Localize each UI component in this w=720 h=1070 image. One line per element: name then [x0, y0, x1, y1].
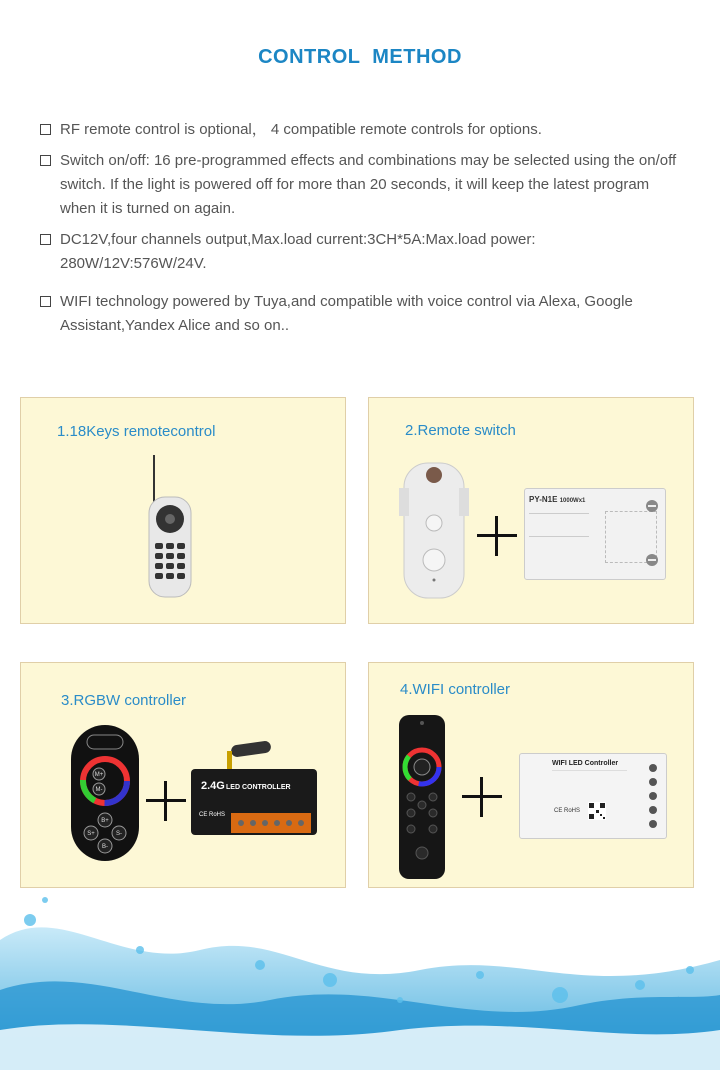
panel-label: 4.WIFI controller	[400, 681, 511, 698]
list-item	[40, 149, 680, 221]
rgbw-logo: 2.4G	[201, 780, 225, 792]
rgbw-cert: CE RoHS	[199, 812, 226, 818]
plus-icon	[462, 777, 502, 817]
bullet-text: WIFI technology powered by Tuya,and compatible with voice control via Alexa, Google Assistant,Yandex Alice and so on..	[60, 293, 633, 334]
plus-icon	[477, 516, 517, 556]
remote-key-label: S+	[87, 831, 95, 837]
checkbox-icon	[40, 234, 51, 245]
remote-key-label: M+	[94, 772, 104, 778]
checkbox-icon	[40, 155, 51, 166]
panel-remote-switch	[368, 397, 694, 624]
rgbw-touch-remote-icon	[69, 723, 141, 863]
page-title: CONTROL METHOD	[258, 46, 462, 68]
plus-icon	[146, 781, 186, 821]
wifi-module-title: WIFI LED Controller	[552, 760, 619, 767]
receiver-module	[524, 488, 666, 580]
list-item	[40, 290, 680, 338]
remote-key-label: B+	[101, 818, 109, 824]
bullet-text: Switch on/off: 16 pre-programmed effects and combinations may be selected using the on/off switch. If the light is powered off for more than 20 seconds, it will keep the latest program when it is turned on again.	[60, 152, 677, 217]
wifi-cert: CE RoHS	[554, 808, 581, 814]
qr-code-icon	[588, 802, 606, 820]
list-item	[40, 118, 680, 142]
panel-rf-remote	[20, 397, 346, 624]
terminal-icons	[646, 762, 660, 832]
remote-key-label: M-	[95, 787, 103, 793]
panel-wifi-controller	[368, 662, 694, 888]
remote-18keys-icon	[141, 453, 201, 601]
switch-model: PY-N1E	[529, 495, 558, 504]
bullet-text: RF remote control is optional， 4 compatible remote controls for options.	[60, 121, 542, 138]
wall-remote-switch-icon	[399, 458, 469, 603]
rgbw-controller-box-icon	[191, 741, 321, 839]
bullet-text: DC12V,four channels output,Max.load current:3CH*5A:Max.load power: 280W/12V:576W/24V.	[60, 231, 536, 272]
panel-label: 2.Remote switch	[405, 422, 516, 439]
wifi-remote-icon	[397, 713, 447, 881]
remote-key-label: B-	[102, 844, 108, 850]
wifi-controller-module	[519, 753, 667, 839]
panel-rgbw-controller	[20, 662, 346, 888]
panel-label: 3.RGBW controller	[61, 692, 187, 709]
switch-spec: 1000Wx1	[559, 498, 586, 504]
water-wave-decoration	[0, 880, 720, 1070]
rgbw-brand: LED CONTROLLER	[226, 784, 291, 791]
remote-key-label: S-	[116, 831, 122, 837]
checkbox-icon	[40, 124, 51, 135]
screw-icon	[645, 553, 659, 567]
list-item	[40, 228, 680, 276]
panel-label: 1.18Keys remotecontrol	[57, 423, 216, 440]
checkbox-icon	[40, 296, 51, 307]
screw-icon	[645, 499, 659, 513]
feature-list	[40, 118, 680, 345]
